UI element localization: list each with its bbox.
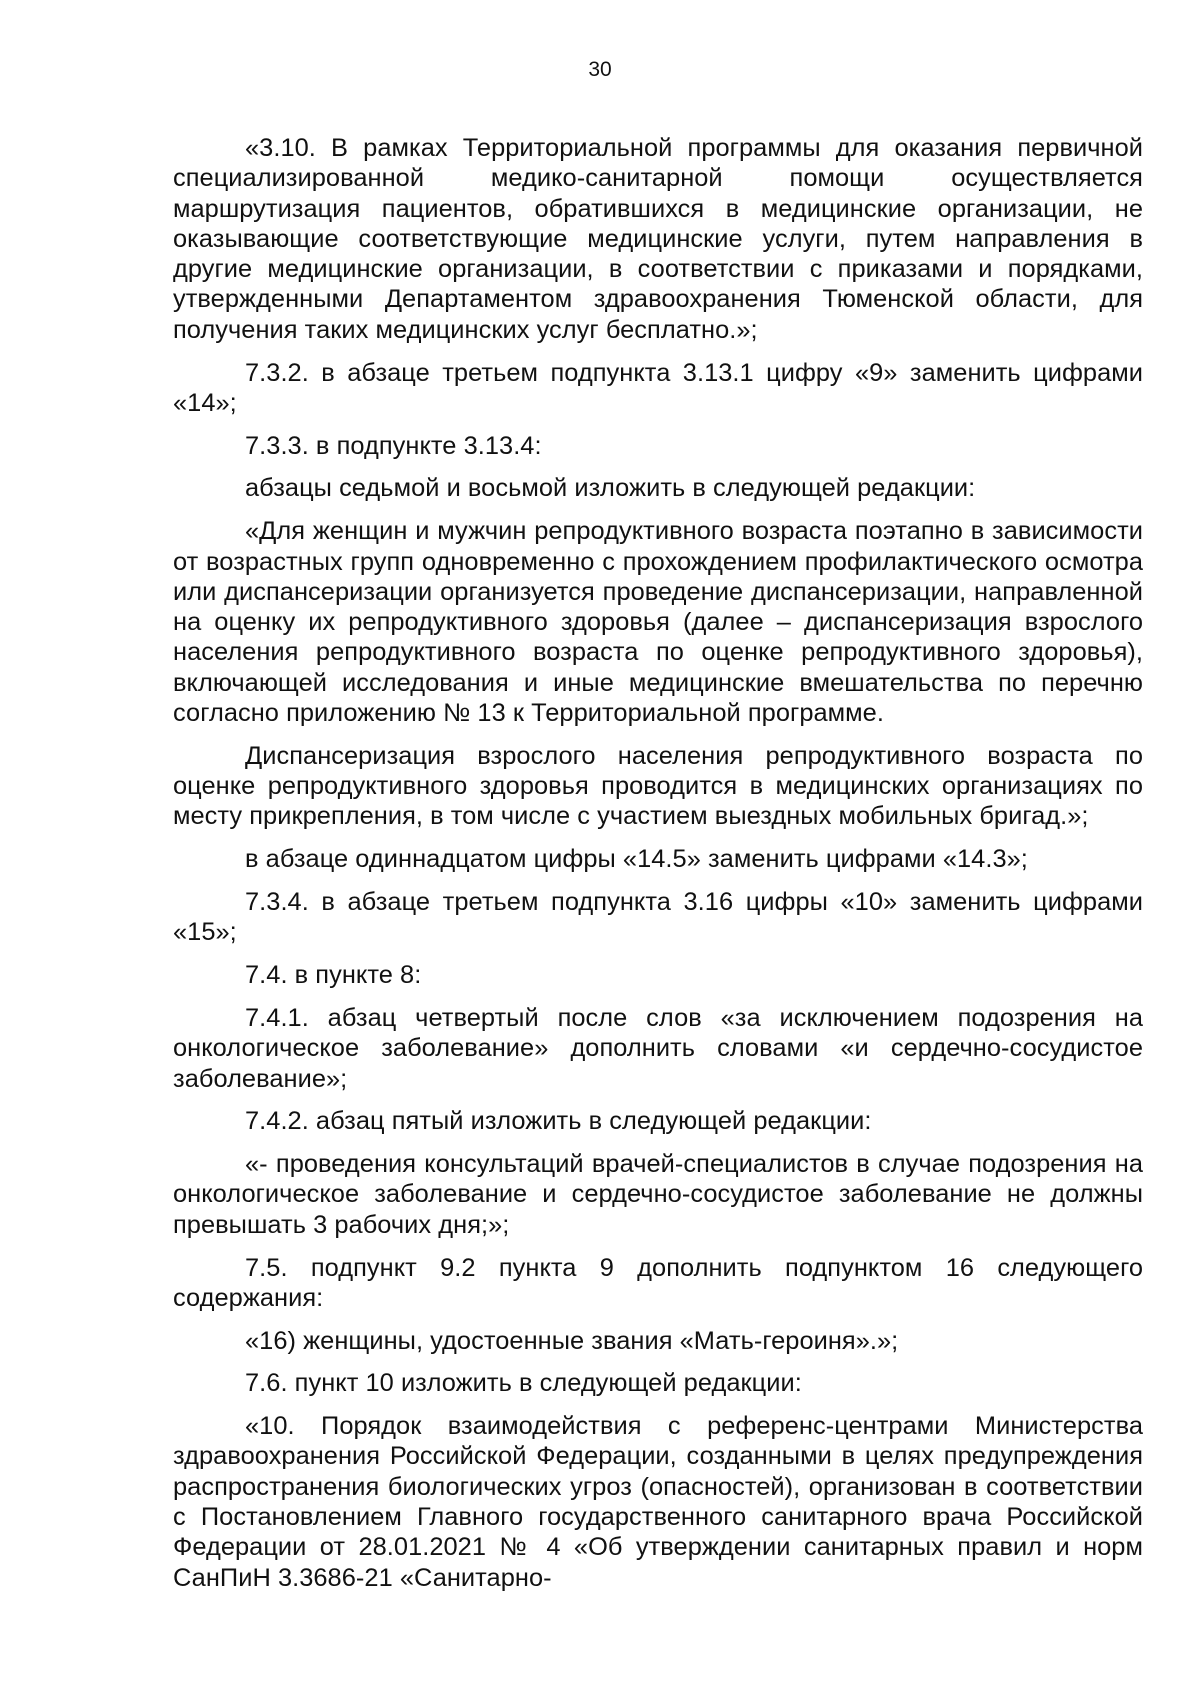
paragraph-7-3-2: 7.3.2. в абзаце третьем подпункта 3.13.1 цифру «9» заменить цифрами «14»; bbox=[173, 358, 1143, 417]
paragraph-quoted-mother-heroine: «16) женщины, удостоенные звания «Мать-героиня».»; bbox=[245, 1326, 899, 1355]
paragraph-quoted-reproductive-age: «Для женщин и мужчин репродуктивного возраста поэтапно в зависимости от возрастных групп одновременно с прохождением профилактического осмотра или диспансеризации организуется проведение диспансеризации, направленной на оценку их репродуктивного здоровья (далее – диспансеризация взрослого населения репродуктивного возраста по оценке репродуктивного здоровья), включающей исследования и иные медицинские вмешательства по перечню согласно приложению № 13 к Территориальной программе. bbox=[173, 517, 1143, 728]
document-body bbox=[173, 133, 1143, 1605]
paragraph-3-10: «3.10. В рамках Территориальной программы для оказания первичной специализированной медико-санитарной помощи осуществляется маршрутизация пациентов, обратившихся в медицинские организации, не оказывающие соответствующие медицинские услуги, путем направления в другие медицинские организации, в соответствии с приказами и порядками, утвержденными Департаментом здравоохранения Тюменской области, для получения таких медицинских услуг бесплатно.»; bbox=[173, 134, 1143, 344]
paragraph-quoted-reference-centers: «10. Порядок взаимодействия с референс-центрами Министерства здравоохранения Российской Федерации, созданными в целях предупреждения распространения биологических угроз (опасностей), организован в соответствии с Постановлением Главного государственного санитарного врача Российской Федерации от 28.01.2021 № 4 «Об утверждении санитарных правил и норм СанПиН 3.3686-21 «Санитарно- bbox=[173, 1412, 1143, 1592]
paragraph-7-3-4: 7.3.4. в абзаце третьем подпункта 3.16 цифры «10» заменить цифрами «15»; bbox=[173, 888, 1143, 947]
paragraph-7-4-2: 7.4.2. абзац пятый изложить в следующей редакции: bbox=[245, 1107, 872, 1136]
paragraph-7-4: 7.4. в пункте 8: bbox=[245, 961, 422, 990]
paragraph-7-5: 7.5. подпункт 9.2 пункта 9 дополнить подпунктом 16 следующего содержания: bbox=[173, 1253, 1143, 1312]
paragraph-eleventh-abzac: в абзаце одиннадцатом цифры «14.5» заменить цифрами «14.3»; bbox=[245, 845, 1028, 874]
paragraph-7-4-1: 7.4.1. абзац четвертый после слов «за исключением подозрения на онкологическое заболевание» дополнить словами «и сердечно-сосудистое заболевание»; bbox=[173, 1003, 1143, 1093]
paragraph-quoted-dispensarization: Диспансеризация взрослого населения репродуктивного возраста по оценке репродуктивного здоровья проводится в медицинских организациях по месту прикрепления, в том числе с участием выездных мобильных бригад.»; bbox=[173, 741, 1143, 831]
page-number: 30 bbox=[588, 58, 612, 81]
paragraph-7-6: 7.6. пункт 10 изложить в следующей редакции: bbox=[245, 1369, 802, 1398]
paragraph-amendment-intro: абзацы седьмой и восьмой изложить в следующей редакции: bbox=[245, 474, 976, 503]
paragraph-7-3-3: 7.3.3. в подпункте 3.13.4: bbox=[245, 431, 542, 460]
paragraph-quoted-consultations: «- проведения консультаций врачей-специалистов в случае подозрения на онкологическое заболевание и сердечно-сосудистое заболевание не должны превышать 3 рабочих дня;»; bbox=[173, 1150, 1143, 1239]
